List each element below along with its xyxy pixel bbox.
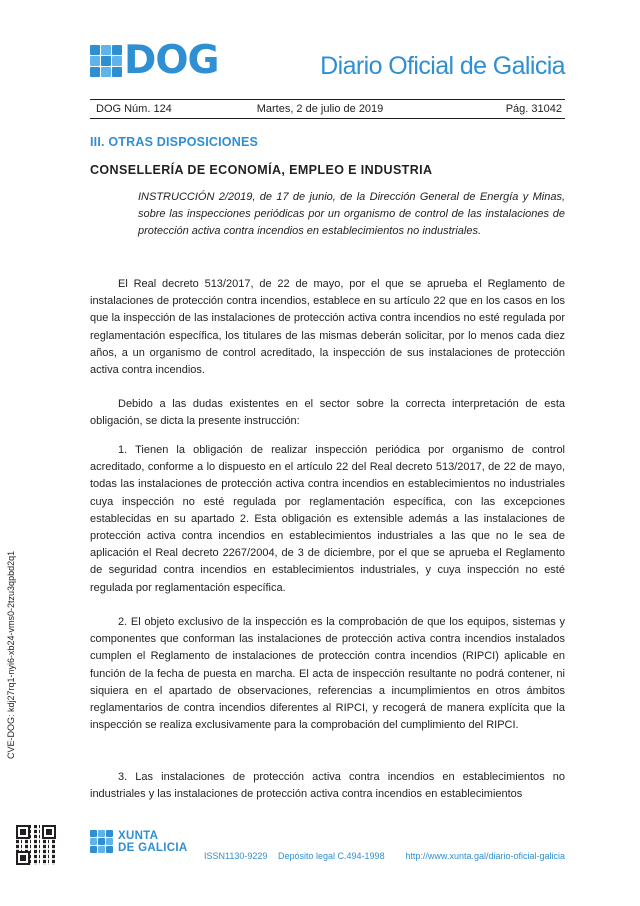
paragraph: 3. Las instalaciones de protección activa contra incendios en establecimientos no industriales y las instalaciones de protección activa contra incendios en establecimientos [90,771,565,801]
instruction-summary: INSTRUCCIÓN 2/2019, de 17 de junio, de la Dirección General de Energía y Minas, sobre las inspecciones periódicas por un organismo de control de las instalaciones de protección activa contra incendios en establecimientos no industriales. [138,191,565,237]
masthead-title: Diario Oficial de Galicia [320,52,565,80]
galicia-crest-icon [90,45,120,77]
header-rule-bottom [90,118,565,119]
paragraph: El Real decreto 513/2017, de 22 de mayo, por el que se aprueba el Reglamento de instalaciones de protección contra incendios, establece en su artículo 22 que en los casos en los que la inspección de las instalaciones de protección activa contra incendios no esté regulada por reglamentación específica, los titulares de las mismas deberán solicitar, por lo menos cada diez años, a un organismo de control acreditado, la inspección de sus instalaciones de protección activa contra incendios. [90,278,565,377]
xunta-crest-icon [90,830,112,854]
xunta-logo [90,830,187,854]
header-rule-top [90,99,565,100]
legal-deposit: Depósito legal C.494-1998 [278,851,385,861]
issue-number: DOG Núm. 124 [96,103,172,115]
paragraph: 1. Tienen la obligación de realizar inspección periódica por organismo de control acreditado, conforme a lo dispuesto en el artículo 22 del Real decreto 513/2017, de 22 de mayo, todas las instalaciones de protección activa contra incendios en establecimientos no industriales cuya inspección no esté regulada por reglamentación específica, con las excepciones establecidas en su apartado 2. Esta obligación es extensible además a las instalaciones de protección activa contra incendios en establecimientos industriales a las que no le sea de aplicación el Real decreto 2267/2004, de 3 de diciembre, por el que se aprueba el Reglamento de seguridad contra incendios en establecimientos industriales, y cuya inspección no esté regulada por reglamentación específica. [90,444,565,594]
paragraph: 2. El objeto exclusivo de la inspección es la comprobación de que los equipos, sistemas y componentes que conforman las instalaciones de protección activa contra incendios instalados cumplen el Reglamento de instalaciones de protección contra incendios (RIPCI) aplicable en función de la fecha de puesta en marcha. El acta de inspección resultante no podrá contener, ni siquiera en el apartado de observaciones, referencias a incumplimientos en otros ámbitos reglamentarios de contra incendios diferentes al RIPCI, y recogerá de manera explícita que la inspección se realiza exclusivamente para la comprobación del cumplimiento del RIPCI. [90,616,565,732]
issue-date: Martes, 2 de julio de 2019 [256,103,384,115]
cve-code: CVE-DOG: kdj27rq1-nyi6-xb24-vms0-2tzu3qpbd2q1 [6,550,16,759]
issn: ISSN1130-9229 [204,851,268,861]
department-heading: CONSELLERÍA DE ECONOMÍA, EMPLEO E INDUSTRIA [90,163,433,177]
qr-code-icon [16,825,56,865]
section-heading: III. OTRAS DISPOSICIONES [90,135,259,149]
xunta-line-2: DE GALICIA [118,842,188,854]
xunta-line-1: XUNTA [118,830,159,842]
page-number: Pág. 31042 [505,103,562,115]
footer-url-link[interactable]: http://www.xunta.gal/diario-oficial-galicia [405,851,565,861]
dog-logo-text: DOG [124,38,219,83]
paragraph: Debido a las dudas existentes en el sector sobre la correcta interpretación de esta obligación, se dicta la presente instrucción: [90,398,565,428]
dog-logo [90,38,219,83]
